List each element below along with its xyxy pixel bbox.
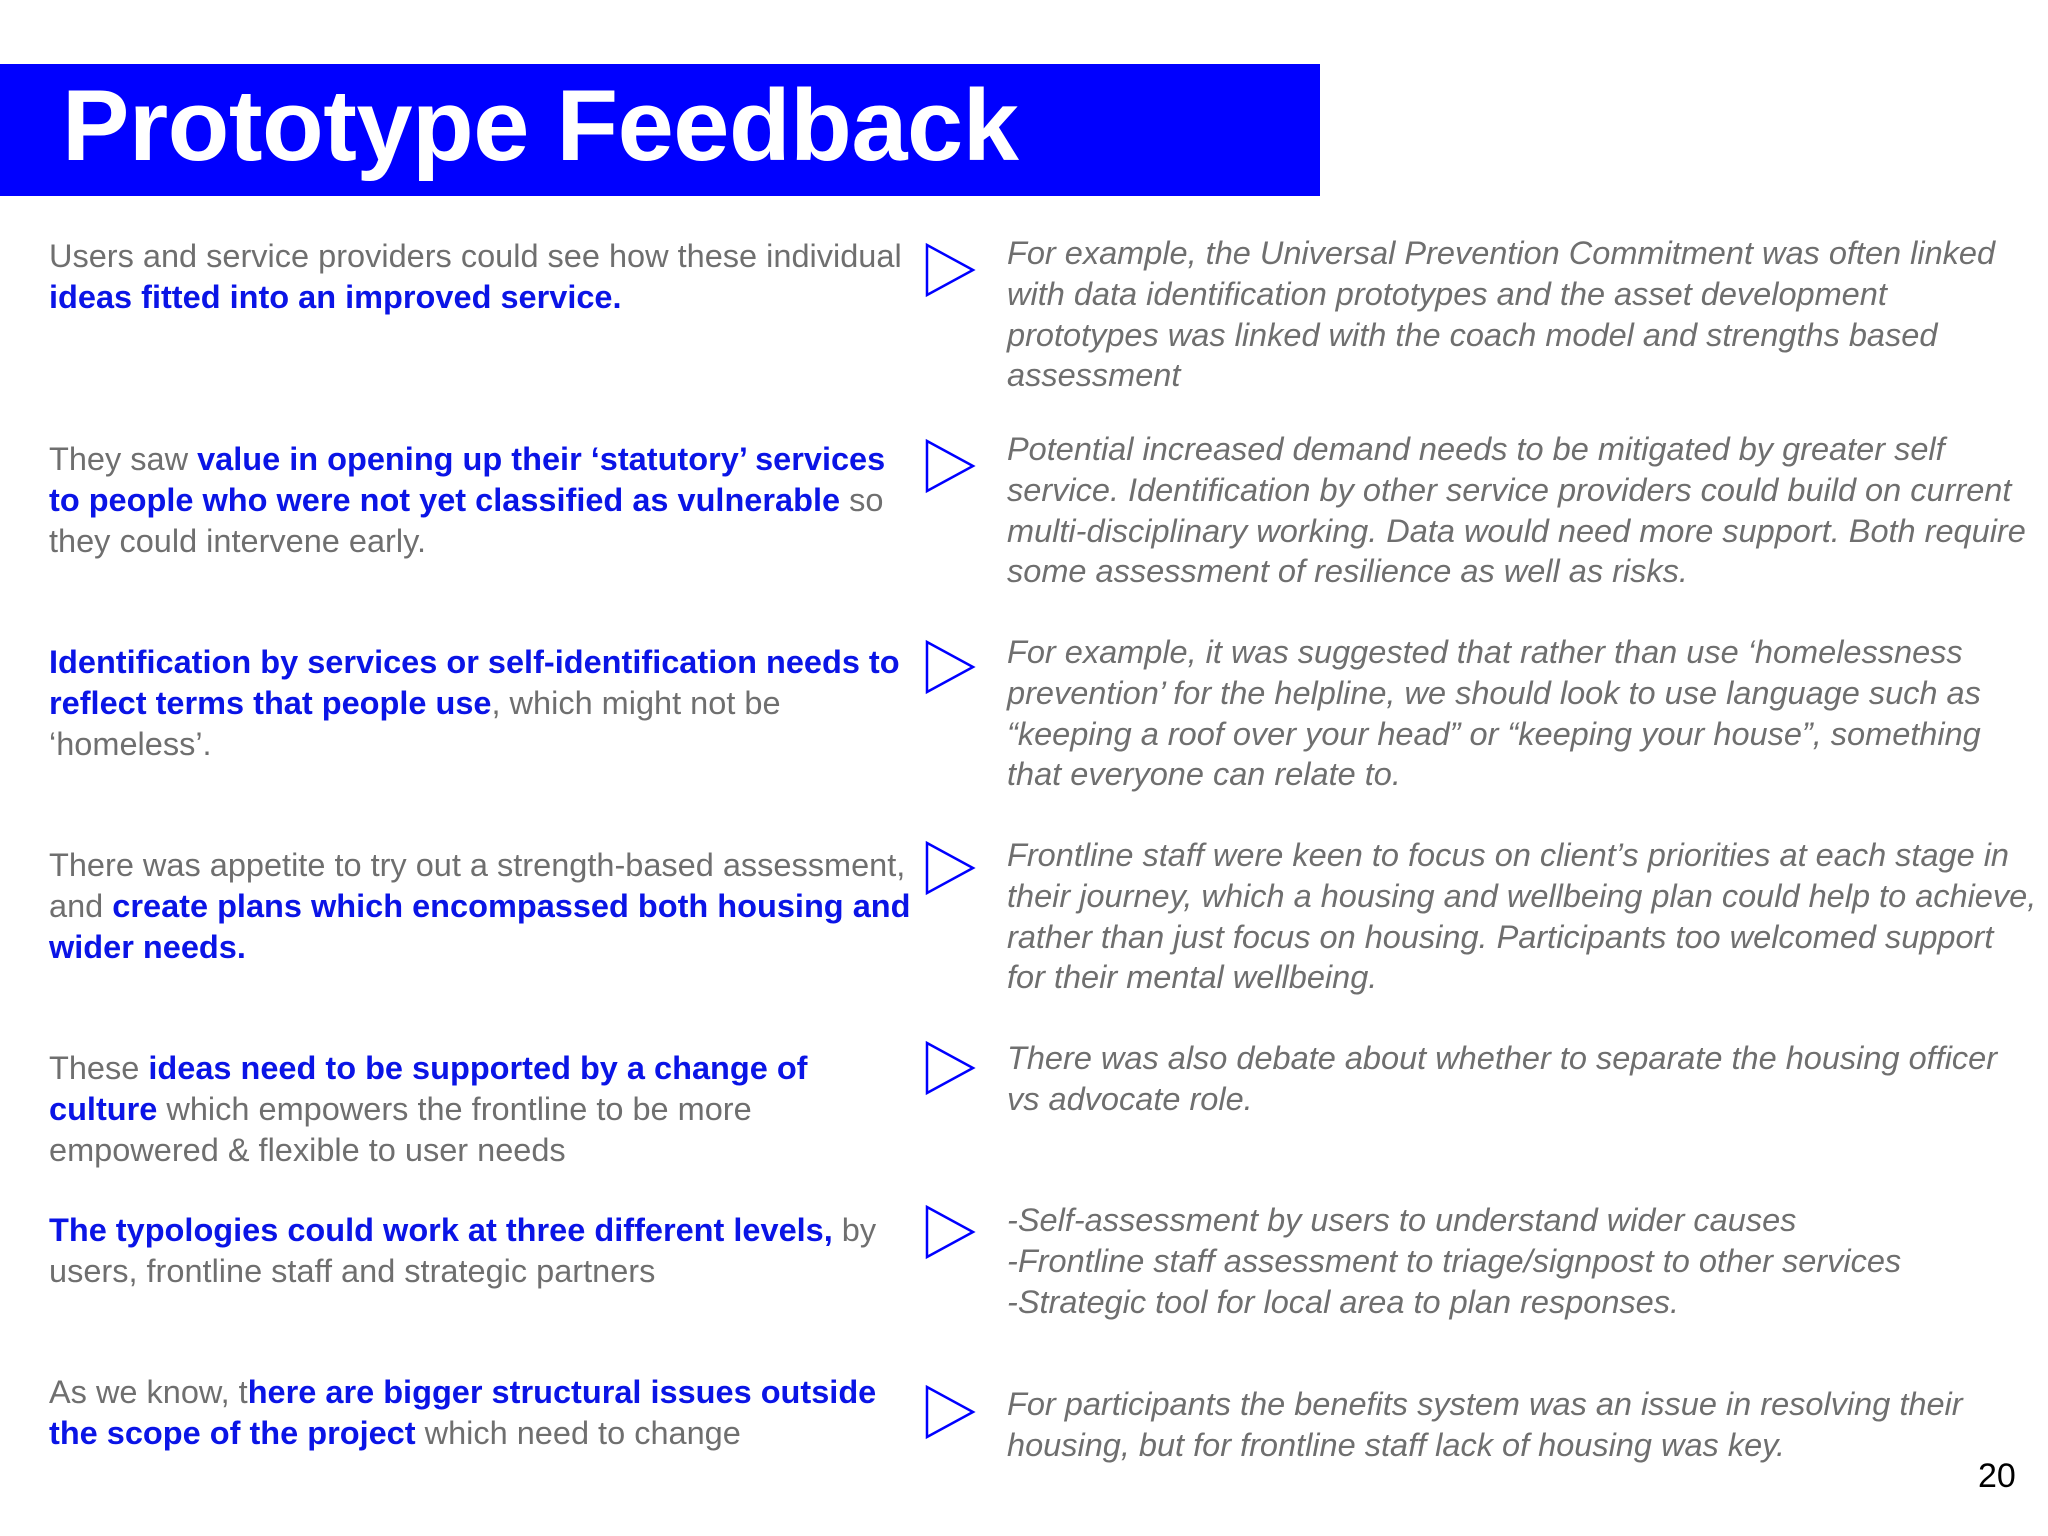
arrow-right-icon bbox=[924, 840, 976, 896]
arrow-right-icon bbox=[924, 1040, 976, 1096]
finding-2-part-1: They saw bbox=[49, 441, 198, 477]
finding-3-part-2: , which might not be ‘homeless’. bbox=[49, 684, 781, 762]
finding-4-part-1: There was appetite to try out a strength-based assessment, and bbox=[49, 847, 906, 924]
finding-7-highlight: here are bigger structural issues outside the scope of the project bbox=[49, 1374, 877, 1451]
finding-5-part-1: These bbox=[49, 1050, 149, 1086]
finding-6-part-2: by users, frontline staff and strategic partners bbox=[49, 1212, 877, 1289]
finding-text-6 bbox=[49, 1210, 919, 1292]
finding-2-part-3: so they could intervene early. bbox=[49, 481, 884, 559]
detail-text-6: -Self-assessment by users to understand wider causes -Frontline staff assessment to triage/signpost to other services -Strategic tool for local area to plan responses. bbox=[1007, 1202, 1902, 1320]
finding-1-highlight: ideas fitted into an improved service. bbox=[49, 278, 622, 315]
detail-text-1: For example, the Universal Prevention Commitment was often linked with data identification prototypes and the asset development prototypes was linked with the coach model and strengths based assessment bbox=[1007, 235, 1996, 394]
finding-7-part-1: As we know, t bbox=[49, 1374, 248, 1410]
arrow-right-icon bbox=[924, 242, 976, 298]
arrow-right-icon bbox=[924, 1204, 976, 1260]
arrow-right-icon bbox=[924, 639, 976, 695]
finding-text-5 bbox=[49, 1048, 919, 1170]
finding-7-part-3: which need to change bbox=[415, 1414, 741, 1451]
arrow-right-icon bbox=[924, 1384, 976, 1440]
finding-text-7 bbox=[49, 1372, 919, 1454]
slide-title: Prototype Feedback bbox=[62, 70, 1019, 182]
finding-text-2 bbox=[49, 439, 919, 561]
arrow-right-icon bbox=[924, 438, 976, 494]
finding-1-part-1: Users and service providers could see how these individual bbox=[49, 238, 902, 274]
detail-text-5: There was also debate about whether to separate the housing officer vs advocate role. bbox=[1007, 1040, 1998, 1117]
finding-text-1 bbox=[49, 236, 919, 318]
finding-text-3 bbox=[49, 642, 919, 764]
finding-2-highlight: value in opening up their ‘statutory’ services to people who were not yet classified as vulnerable bbox=[49, 441, 886, 518]
finding-5-highlight: ideas need to be supported by a change of culture bbox=[49, 1050, 808, 1127]
finding-text-4 bbox=[49, 845, 919, 967]
detail-text-2: Potential increased demand needs to be mitigated by greater self service. Identification by other service providers could build on current multi-disciplinary working. Data would need more support. Both require some assessment of resilience as well as risks. bbox=[1007, 431, 2026, 590]
finding-5-part-3: which empowers the frontline to be more empowered & flexible to user needs bbox=[49, 1090, 752, 1168]
finding-3-highlight: Identification by services or self-identification needs to reflect terms that people use bbox=[49, 644, 900, 721]
detail-text-7: For participants the benefits system was an issue in resolving their housing, but for frontline staff lack of housing was key. bbox=[1007, 1386, 1963, 1463]
detail-text-4: Frontline staff were keen to focus on client’s priorities at each stage in their journey, which a housing and wellbeing plan could help to achieve, rather than just focus on housing. Participants too welcomed support for their mental wellbeing. bbox=[1007, 837, 2037, 996]
finding-4-highlight: create plans which encompassed both housing and wider needs. bbox=[49, 887, 911, 965]
page-number: 20 bbox=[1978, 1457, 2016, 1495]
finding-6-highlight: The typologies could work at three different levels, bbox=[49, 1212, 833, 1248]
detail-text-3: For example, it was suggested that rather than use ‘homelessness prevention’ for the helpline, we should look to use language such as “keeping a roof over your head” or “keeping your house”, something that everyone can relate to. bbox=[1007, 634, 1981, 793]
